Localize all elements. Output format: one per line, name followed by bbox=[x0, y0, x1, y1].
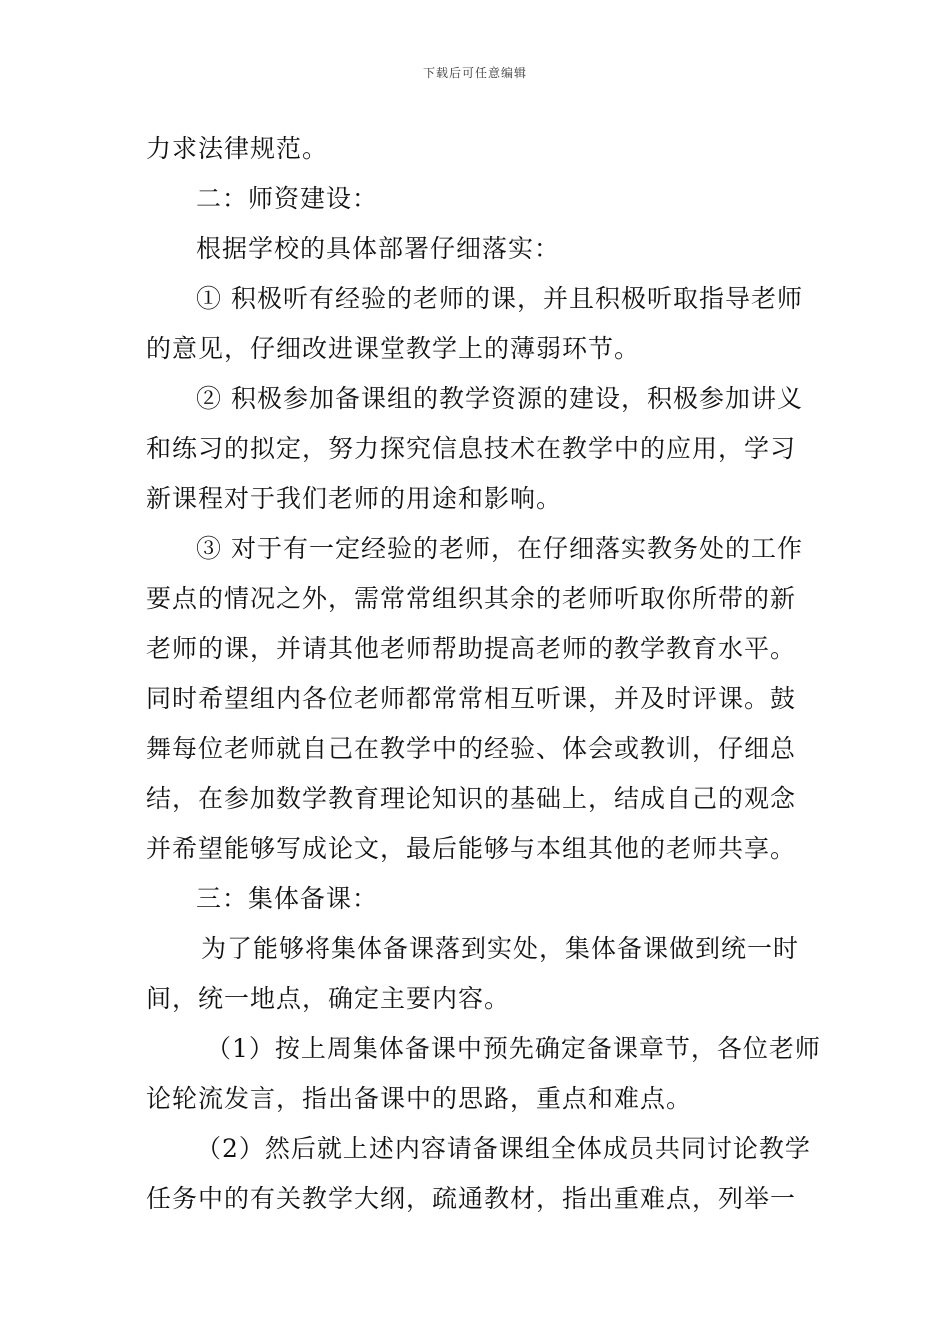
text-line: 为了能够将集体备课落到实处，集体备课做到统一时 bbox=[201, 934, 800, 963]
text-line: 任务中的有关教学大纲，疏通教材，指出重难点，列举一 bbox=[146, 1184, 797, 1213]
text-line: 和练习的拟定，努力探究信息技术在教学中的应用，学习 bbox=[146, 434, 797, 463]
section-heading-faculty: 二：师资建设： bbox=[196, 184, 379, 213]
text-line: ② 积极参加备课组的教学资源的建设，积极参加讲义 bbox=[196, 384, 803, 413]
text-line: 的意见，仔细改进课堂教学上的薄弱环节。 bbox=[146, 334, 641, 363]
page-header: 下载后可任意编辑 bbox=[422, 66, 527, 80]
text-line: ① 积极听有经验的老师的课，并且积极听取指导老师 bbox=[196, 284, 803, 313]
text-line: 根据学校的具体部署仔细落实： bbox=[196, 234, 561, 263]
text-line: 间，统一地点，确定主要内容。 bbox=[146, 984, 511, 1013]
text-line: 老师的课，并请其他老师帮助提高老师的教学教育水平。 bbox=[146, 634, 797, 663]
text-line: 结，在参加数学教育理论知识的基础上，结成自己的观念 bbox=[146, 784, 797, 813]
text-line: 并希望能够写成论文，最后能够与本组其他的老师共享。 bbox=[146, 834, 797, 863]
text-line: 力求法律规范。 bbox=[146, 134, 329, 163]
text-line: 要点的情况之外，需常常组织其余的老师听取你所带的新 bbox=[146, 584, 797, 613]
text-line: 同时希望组内各位老师都常常相互听课，并及时评课。鼓 bbox=[146, 684, 797, 713]
text-line: ③ 对于有一定经验的老师，在仔细落实教务处的工作 bbox=[196, 534, 803, 563]
text-line: （2）然后就上述内容请备课组全体成员共同讨论教学 bbox=[196, 1134, 811, 1163]
section-heading-collective-prep: 三：集体备课： bbox=[196, 884, 379, 913]
text-line: （1）按上周集体备课中预先确定备课章节，各位老师 bbox=[206, 1034, 821, 1063]
text-line: 论轮流发言，指出备课中的思路，重点和难点。 bbox=[146, 1084, 693, 1113]
document-body bbox=[146, 124, 821, 1224]
text-line: 新课程对于我们老师的用途和影响。 bbox=[146, 484, 563, 513]
text-line: 舞每位老师就自己在教学中的经验、体会或教训，仔细总 bbox=[146, 734, 797, 763]
